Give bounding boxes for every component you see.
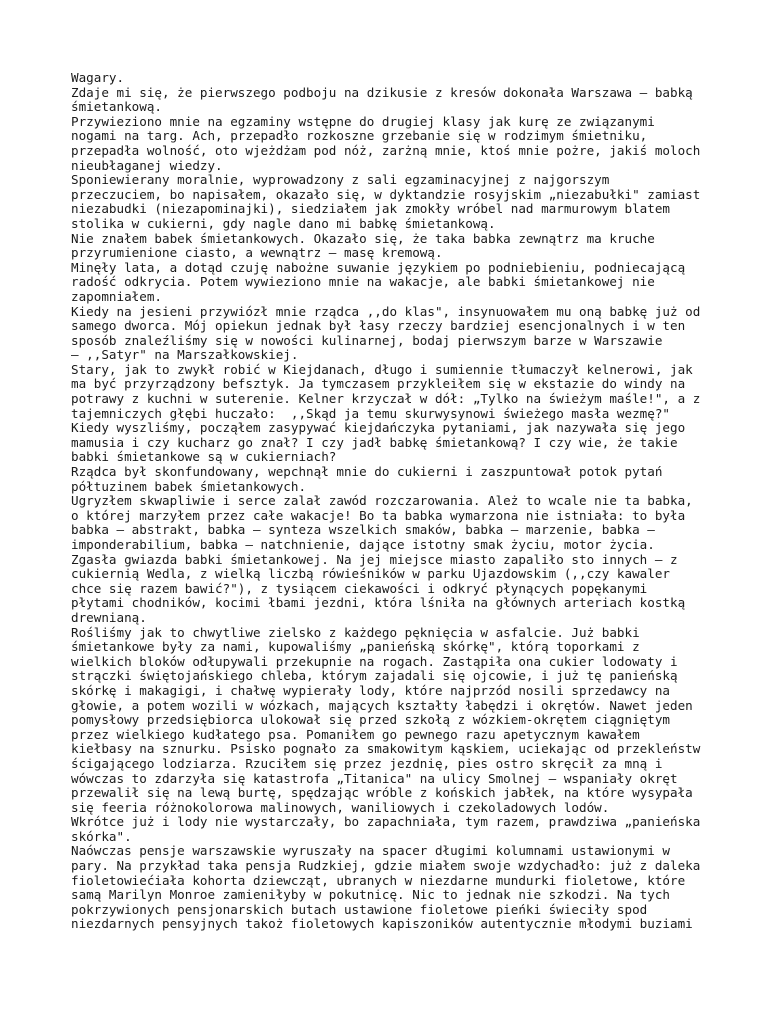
text-line: płytami chodników, kocimi łbami jezdni, która lśniła na głównych arteriach kostką <box>71 595 686 611</box>
text-line: pokrzywionych pensjonarskich butach ustawione fioletowe pieńki świeciły spod <box>71 901 648 917</box>
text-line: pomysłowy przedsiębiorca ulokował się przed szkołą z wózkiem-okrętem ciągniętym <box>71 712 670 728</box>
text-line: imponderabilium, babka — natchnienie, dające istotny smak życiu, motor życia. <box>71 537 655 552</box>
text-line: głowie, a potem wozili w wózkach, mających kształty łabędzi i okrętów. Nawet jeden <box>71 697 693 713</box>
text-line: radość odkrycia. Potem wywieziono mnie na wakacje, ale babki śmietankowej nie <box>71 274 655 290</box>
text-line: fioletowiećiała kohorta dziewcząt, ubranych w niezdarne mundurki fioletowe, które <box>71 872 686 888</box>
text-line: Rządca był skonfundowany, wepchnął mnie do cukierni i zaszpuntował potok pytań <box>71 464 663 480</box>
text-line: się feeria różnokolorowa malinowych, waniliowych i czekoladowych lodów. <box>71 799 610 815</box>
text-line: przepadła wolność, oto wjeżdżam pod nóż, zarżną mnie, ktoś mnie pożre, jakiś moloch <box>71 142 701 158</box>
text-line: Zgasła gwiazda babki śmietankowej. Na jej miejsce miasto zapaliło sto innych — z <box>71 551 678 567</box>
text-line: niezabudki (niezapominajki), siedziałem jak zmokły wróbel nad marmurowym blatem <box>71 201 670 217</box>
text-line: babka — abstrakt, babka — synteza wszelkich smaków, babka — marzenie, babka — <box>71 522 655 538</box>
text-line: śmietankową. <box>71 99 162 115</box>
text-line: drewnianą. <box>71 609 147 625</box>
text-line: strączki świętojańskiego chleba, którym zajadali się ojcowie, i już tę panieńską <box>71 668 678 684</box>
text-line: nieubłaganej wiedzy. <box>71 157 223 173</box>
text-line: przyrumienione ciasto, a wewnątrz — masę kremową. <box>71 245 443 261</box>
text-line: samą Marilyn Monroe zamieniłyby w pokutnicę. Nic to jednak nie szkodzi. Na tych <box>71 887 670 903</box>
text-line: o której marzyłem przez całe wakacje! Bo ta babka wymarzona nie istniała: to była <box>71 507 686 523</box>
text-line: Naówczas pensje warszawskie wyruszały na spacer długimi kolumnami ustawionymi w <box>71 843 670 859</box>
text-line: kiełbasy na sznurku. Psisko pognało za smakowitym kąskiem, uciekając od przekleństw <box>71 741 701 757</box>
text-line: Przywieziono mnie na egzaminy wstępne do drugiej klasy jak kurę ze związanymi <box>71 113 655 129</box>
text-line: wielkich bloków odłupywali przekupnie na rogach. Zastąpiła ona cukier lodowaty i <box>71 653 678 669</box>
text-line: ma być przyrządzony befsztyk. Ja tymczasem przykleiłem się w ekstazie do windy na <box>71 376 686 392</box>
text-line: zapomniałem. <box>71 288 162 304</box>
document-text <box>71 71 711 932</box>
text-line: wówczas to zdarzyła się katastrofa „Titanica" na ulicy Smolnej — wspaniały okręt <box>71 770 678 786</box>
text-line: Sponiewierany moralnie, wyprowadzony z sali egzaminacyjnej z najgorszym <box>71 172 610 188</box>
text-line: potrawy z kuchni w suterenie. Kelner krzyczał w dół: „Tylko na świeżym maśle!", a z <box>71 391 701 407</box>
text-line: samego dworca. Mój opiekun jednak był łasy rzeczy bardziej esencjonalnych i w ten <box>71 318 686 334</box>
text-line: Kiedy wyszliśmy, począłem zasypywać kiejdańczyka pytaniami, jak nazywała się jego <box>71 420 686 436</box>
text-line: Wagary. <box>71 70 125 85</box>
text-line: chce się razem bawić?"), z tysiącem ciekawości i odkryć płynących popękanymi <box>71 580 648 596</box>
text-line: skórka". <box>71 828 132 844</box>
text-line: ścigającego lodziarza. Rzuciłem się przez jezdnię, pies ostro skręcił za mną i <box>71 755 663 771</box>
text-line: przez wielkiego kudłatego psa. Pomaniłem go pewnego razu apetycznym kawałem <box>71 726 640 742</box>
text-line: Wkrótce już i lody nie wystarczały, bo zapachniała, tym razem, prawdziwa „panieńska <box>71 814 701 830</box>
text-line: Nie znałem babek śmietankowych. Okazało się, że taka babka zewnątrz ma kruche <box>71 230 655 246</box>
text-line: Kiedy na jesieni przywiózł mnie rządca ,,do klas", insynuowałem mu oną babkę już od <box>71 303 701 319</box>
text-line: pary. Na przykład taka pensja Rudzkiej, gdzie miałem swoje wzdychadło: już z daleka <box>71 858 701 874</box>
text-line: nogami na targ. Ach, przepadło rozkoszne grzebanie się w rodzimym śmietniku, <box>71 128 648 144</box>
text-line: babki śmietankowe są w cukierniach? <box>71 449 337 465</box>
text-line: mamusia i czy kucharz go znał? I czy jadł babkę śmietankową? I czy wie, że takie <box>71 434 678 450</box>
text-line: — ,,Satyr" na Marszałkowskiej. <box>71 347 299 363</box>
text-line: Minęły lata, a dotąd czuję nabożne suwanie językiem po podniebieniu, podniecającą <box>71 259 686 275</box>
text-line: Zdaje mi się, że pierwszego podboju na dzikusie z kresów dokonała Warszawa — babką <box>71 84 693 100</box>
text-line: stolika w cukierni, gdy nagle dano mi babkę śmietankową. <box>71 215 496 231</box>
text-line: cukiernią Wedla, z wielką liczbą rówieśników w parku Ujazdowskim (,,czy kawaler <box>71 566 670 582</box>
text-line: niezdarnych pensyjnych takoż fioletowych kapiszoników autentycznie młodymi buziami <box>71 916 693 932</box>
text-line: tajemniczych głębi huczało: ,,Skąd ja temu skurwysynowi świeżego masła wezmę?" <box>71 405 670 421</box>
text-line: skórkę i makagigi, i chałwę wypierały lody, które najprzód nosili sprzedawcy na <box>71 682 670 698</box>
text-line: Stary, jak to zwykł robić w Kiejdanach, długo i sumiennie tłumaczył kelnerowi, jak <box>71 361 693 377</box>
text-line: przeczuciem, bo napisałem, okazało się, w dyktandzie rosyjskim „niezabułki" zamiast <box>71 186 701 202</box>
text-line: sposób znaleźliśmy się w nowości kulinarnej, bodaj pierwszym barze w Warszawie <box>71 332 663 348</box>
text-line: przewalił się na lewą burtę, spędzając wróble z końskich jabłek, na które wysypała <box>71 785 693 801</box>
text-line: Ugryzłem skwapliwie i serce zalał zawód rozczarowania. Ależ to wcale nie ta babka, <box>71 493 693 509</box>
text-line: śmietankowe były za nami, kupowaliśmy „panieńską skórkę", którą toporkami z <box>71 639 640 655</box>
text-line: Rośliśmy jak to chwytliwe zielsko z każdego pęknięcia w asfalcie. Już babki <box>71 624 640 640</box>
text-line: półtuzinem babek śmietankowych. <box>71 478 307 494</box>
